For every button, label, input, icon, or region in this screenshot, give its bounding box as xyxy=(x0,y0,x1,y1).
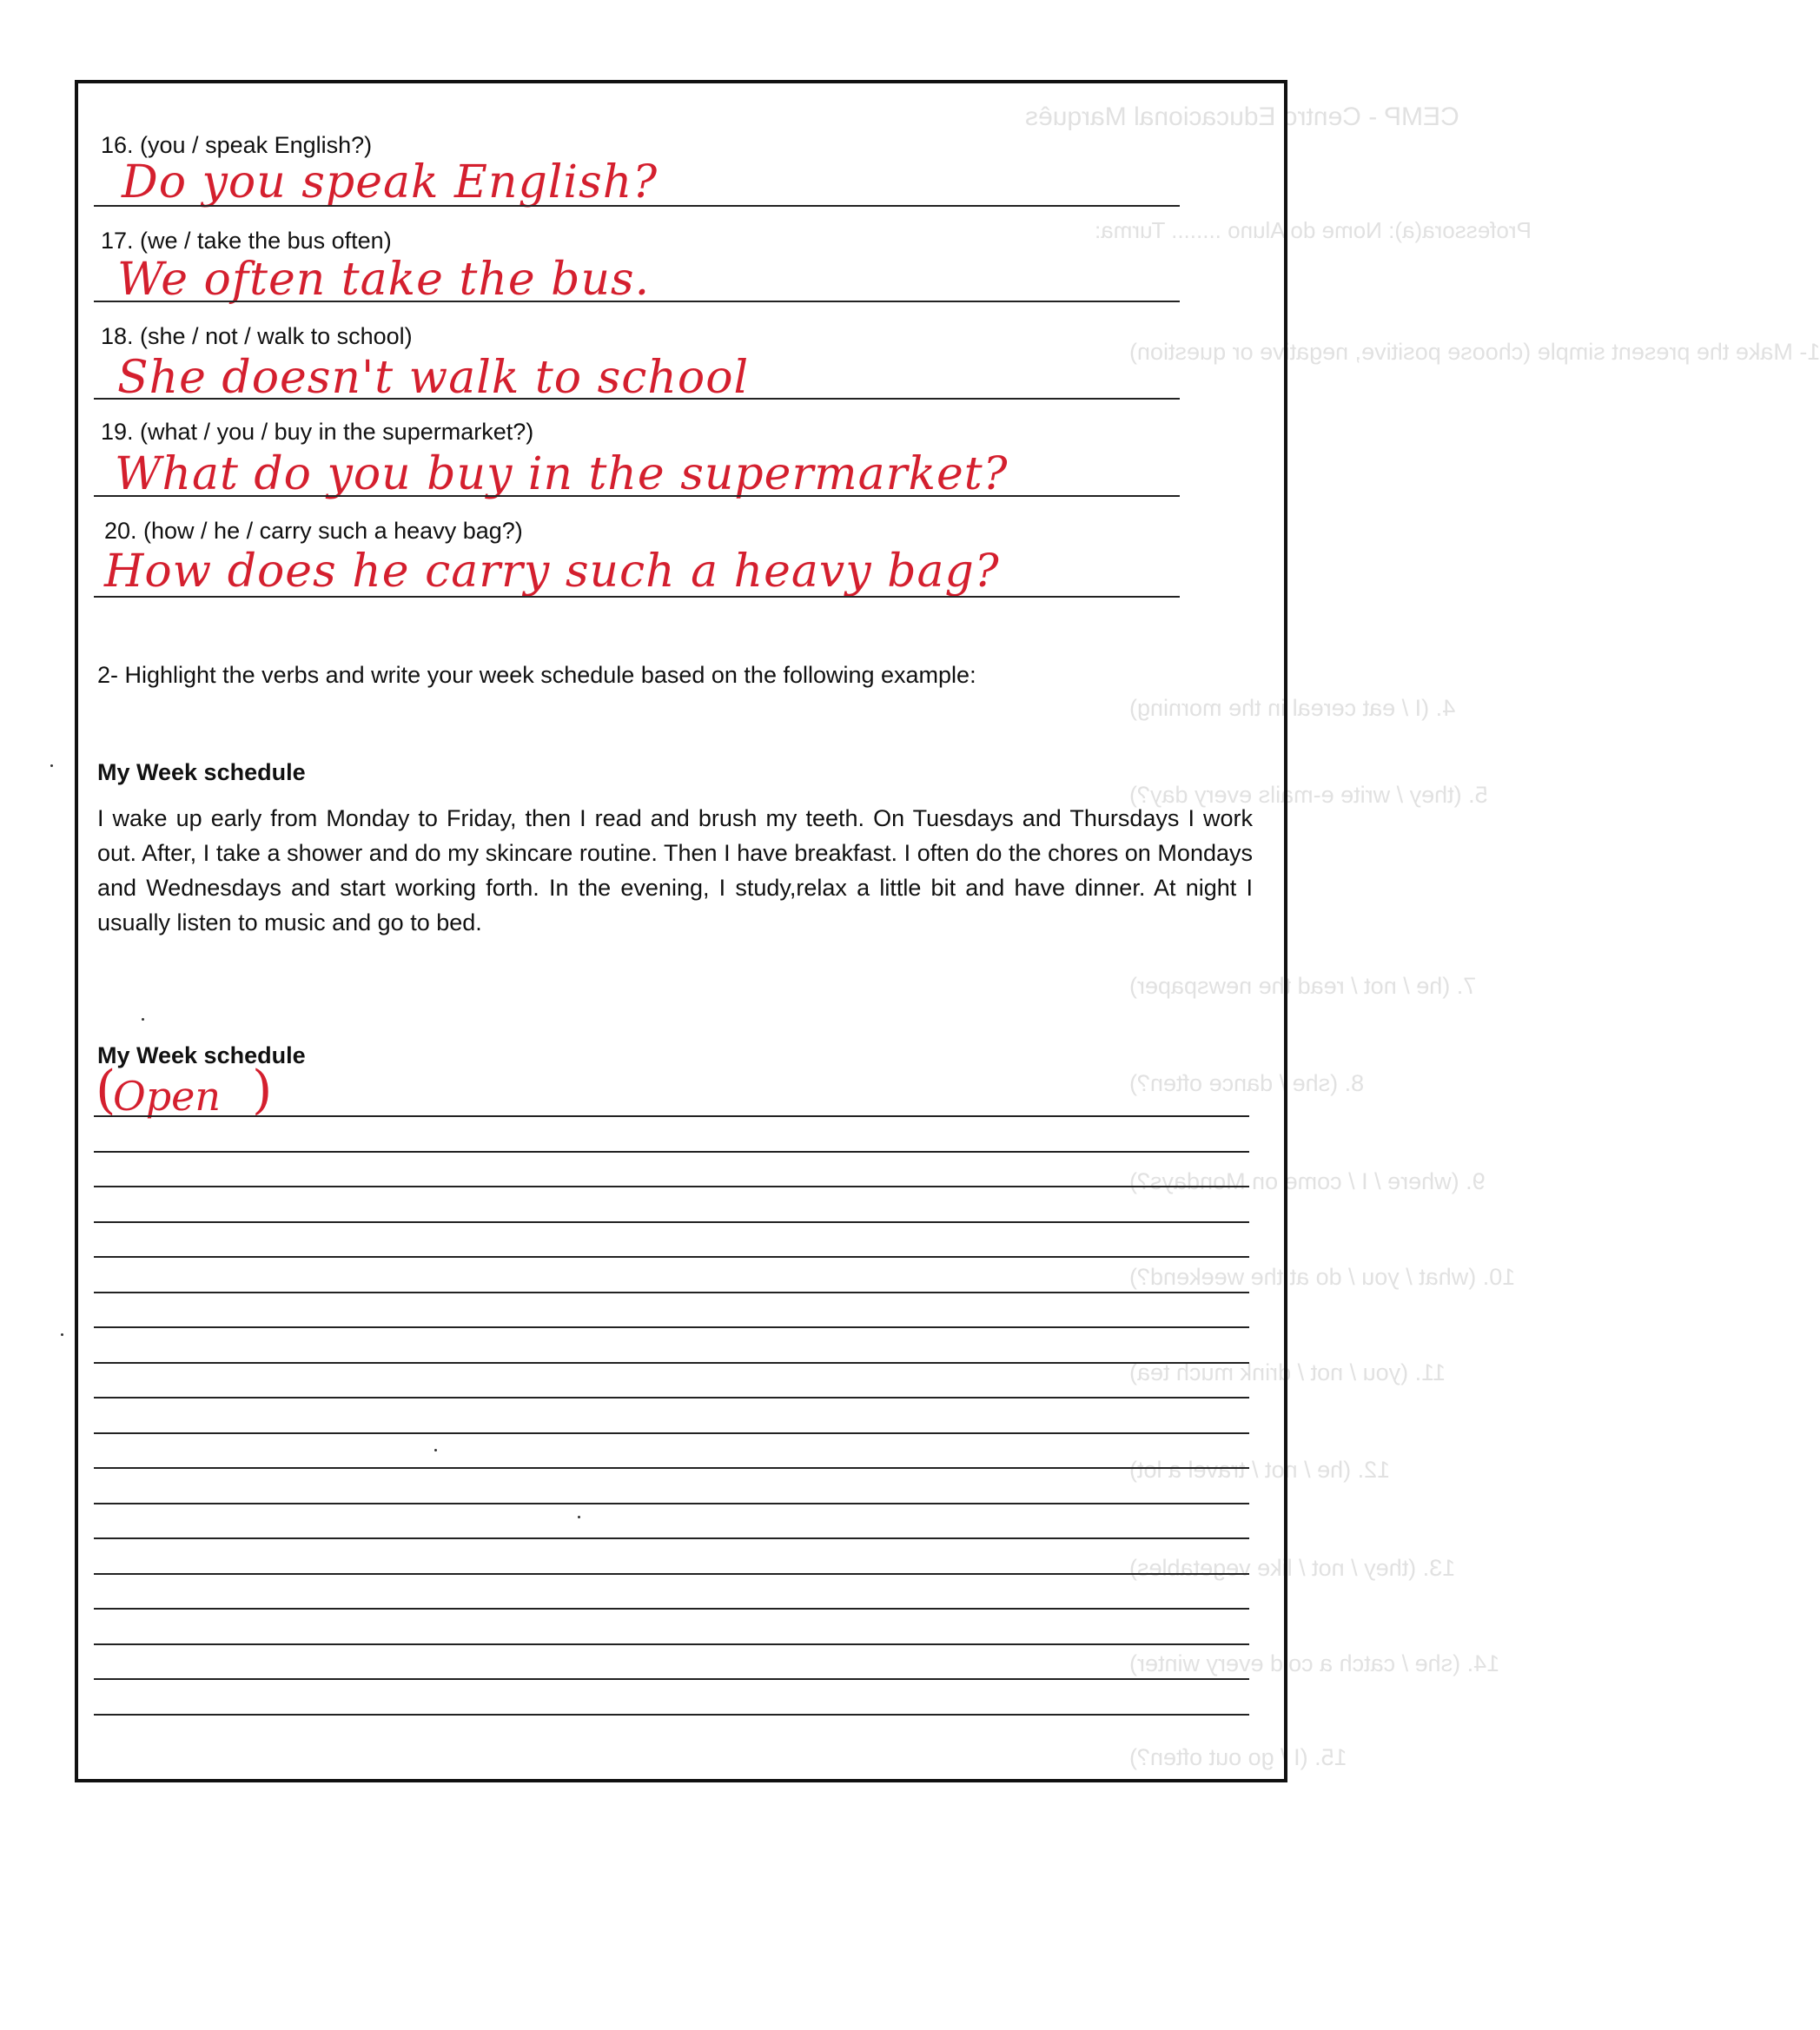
writing-line xyxy=(94,1467,1249,1469)
scan-speck xyxy=(61,1333,63,1336)
writing-line xyxy=(94,1186,1249,1187)
open-paren-left: ( xyxy=(96,1060,116,1121)
question-16-prompt: 16. (you / speak English?) xyxy=(101,132,373,158)
writing-line xyxy=(94,1503,1249,1504)
writing-line xyxy=(94,1362,1249,1364)
writing-line xyxy=(94,1643,1249,1645)
question-16-answer: Do you speak English? xyxy=(122,156,659,208)
answer-line-17 xyxy=(94,301,1180,302)
question-18-answer: She doesn't walk to school xyxy=(117,352,750,404)
writing-line xyxy=(94,1151,1249,1153)
question-19-prompt: 19. (what / you / buy in the supermarket?) xyxy=(101,419,534,445)
student-answer-open: Open xyxy=(113,1073,222,1120)
scan-speck xyxy=(578,1516,580,1518)
example-paragraph: I wake up early from Monday to Friday, then I read and brush my teeth. On Tuesdays and Thursdays I work out. After, I take a shower and do my skincare routine. Then I have breakfast. I often do the chores on Mondays and Wednesdays and start working forth. In the evening, I study,relax a little bit and have dinner. At night I usually listen to music and go to bed. xyxy=(97,805,1253,936)
question-17-answer: We often take the bus. xyxy=(117,254,651,306)
writing-line xyxy=(94,1432,1249,1434)
scan-speck xyxy=(142,1018,144,1021)
writing-line xyxy=(94,1573,1249,1575)
answer-line-20 xyxy=(94,596,1180,598)
section-2-instruction: 2- Highlight the verbs and write your week schedule based on the following example: xyxy=(97,662,976,688)
writing-line xyxy=(94,1397,1249,1399)
student-heading: My Week schedule xyxy=(97,1042,306,1068)
writing-line xyxy=(94,1714,1249,1716)
question-19-answer: What do you buy in the supermarket? xyxy=(115,448,1009,500)
writing-line xyxy=(94,1221,1249,1223)
open-paren-right: ) xyxy=(252,1060,273,1121)
writing-line xyxy=(94,1115,1249,1117)
writing-line xyxy=(94,1537,1249,1539)
writing-line xyxy=(94,1678,1249,1680)
scan-speck xyxy=(50,764,53,767)
writing-line xyxy=(94,1608,1249,1610)
question-17-prompt: 17. (we / take the bus often) xyxy=(101,228,392,254)
writing-line xyxy=(94,1326,1249,1328)
writing-line xyxy=(94,1292,1249,1293)
answer-line-18 xyxy=(94,398,1180,400)
answer-line-19 xyxy=(94,495,1180,497)
example-heading: My Week schedule xyxy=(97,759,306,785)
question-18-prompt: 18. (she / not / walk to school) xyxy=(101,323,413,349)
answer-line-16 xyxy=(94,205,1180,207)
question-20-prompt: 20. (how / he / carry such a heavy bag?) xyxy=(104,518,523,544)
question-20-answer: How does he carry such a heavy bag? xyxy=(104,546,1000,598)
scan-speck xyxy=(434,1449,437,1451)
writing-line xyxy=(94,1256,1249,1258)
